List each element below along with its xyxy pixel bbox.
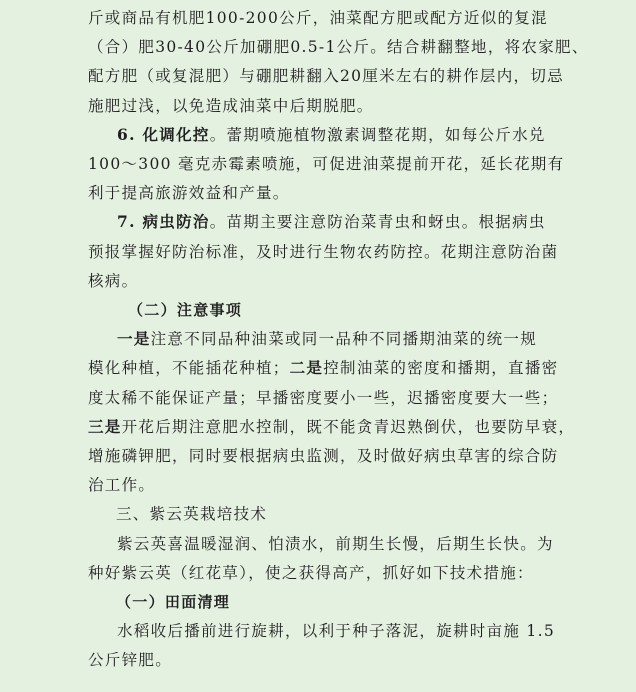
- paragraph-line: 治工作。: [88, 476, 156, 495]
- paragraph-line: 紫云英喜温暖湿润、怕渍水，前期生长慢，后期生长快。为: [117, 534, 554, 553]
- subheading-field-clearing: （一）田面清理: [116, 593, 231, 611]
- item-7-title: 7. 病虫防治: [117, 212, 210, 232]
- paragraph-line: 预报掌握好防治标准，及时进行生物农药防控。花期注意防治菌: [88, 242, 559, 261]
- paragraph-line: 核病。: [88, 271, 139, 290]
- paragraph-line: 模化种植，不能插花种植；二是控制油菜的密度和播期，直播密: [88, 358, 559, 378]
- paragraph-line: 利于提高旅游效益和产量。: [88, 184, 290, 203]
- paragraph-line: 度太稀不能保证产量；早播密度要小一些，迟播密度要大一些；: [88, 388, 559, 407]
- item-6-line: 6. 化调化控。蕾期喷施植物激素调整花期，如每公斤水兑: [117, 124, 546, 144]
- paragraph-line: 种好紫云英（红花草），使之获得高产，抓好如下技术措施：: [88, 563, 534, 582]
- paragraph-line: 配方肥（或复混肥）与硼肥耕翻入20厘米左右的耕作层内，切忌: [88, 67, 564, 86]
- paragraph-line: （合）肥30-40公斤加硼肥0.5-1公斤。结合耕翻整地，将农家肥、: [88, 38, 589, 57]
- subheading-notes: （二）注意事项: [128, 301, 243, 319]
- section-heading: 三、紫云英栽培技术: [116, 505, 268, 524]
- paragraph-line: 施肥过浅，以免造成油菜中后期脱肥。: [88, 96, 374, 115]
- item-7-line: 7. 病虫防治。苗期主要注意防治菜青虫和蚜虫。根据病虫: [117, 212, 546, 232]
- item-6-title: 6. 化调化控: [117, 124, 210, 144]
- paragraph-line: 公斤锌肥。: [88, 651, 173, 670]
- paragraph-line: 水稻收后播前进行旋耕，以利于种子落泥，旋耕时亩施 1.5: [117, 622, 555, 641]
- paragraph-line: 斤或商品有机肥100-200公斤，油菜配方肥或配方近似的复混: [88, 9, 548, 27]
- paragraph-line: 100～300 毫克赤霉素喷施，可促进油菜提前开花，延长花期有: [88, 155, 565, 173]
- paragraph-line: 一是注意不同品种油菜或同一品种不同播期油菜的统一规: [117, 329, 538, 349]
- paragraph-line: 三是开花后期注意肥水控制，既不能贪青迟熟倒伏，也要防早衰，: [88, 416, 576, 436]
- paragraph-line: 增施磷钾肥，同时要根据病虫监测，及时做好病虫草害的综合防: [88, 447, 559, 465]
